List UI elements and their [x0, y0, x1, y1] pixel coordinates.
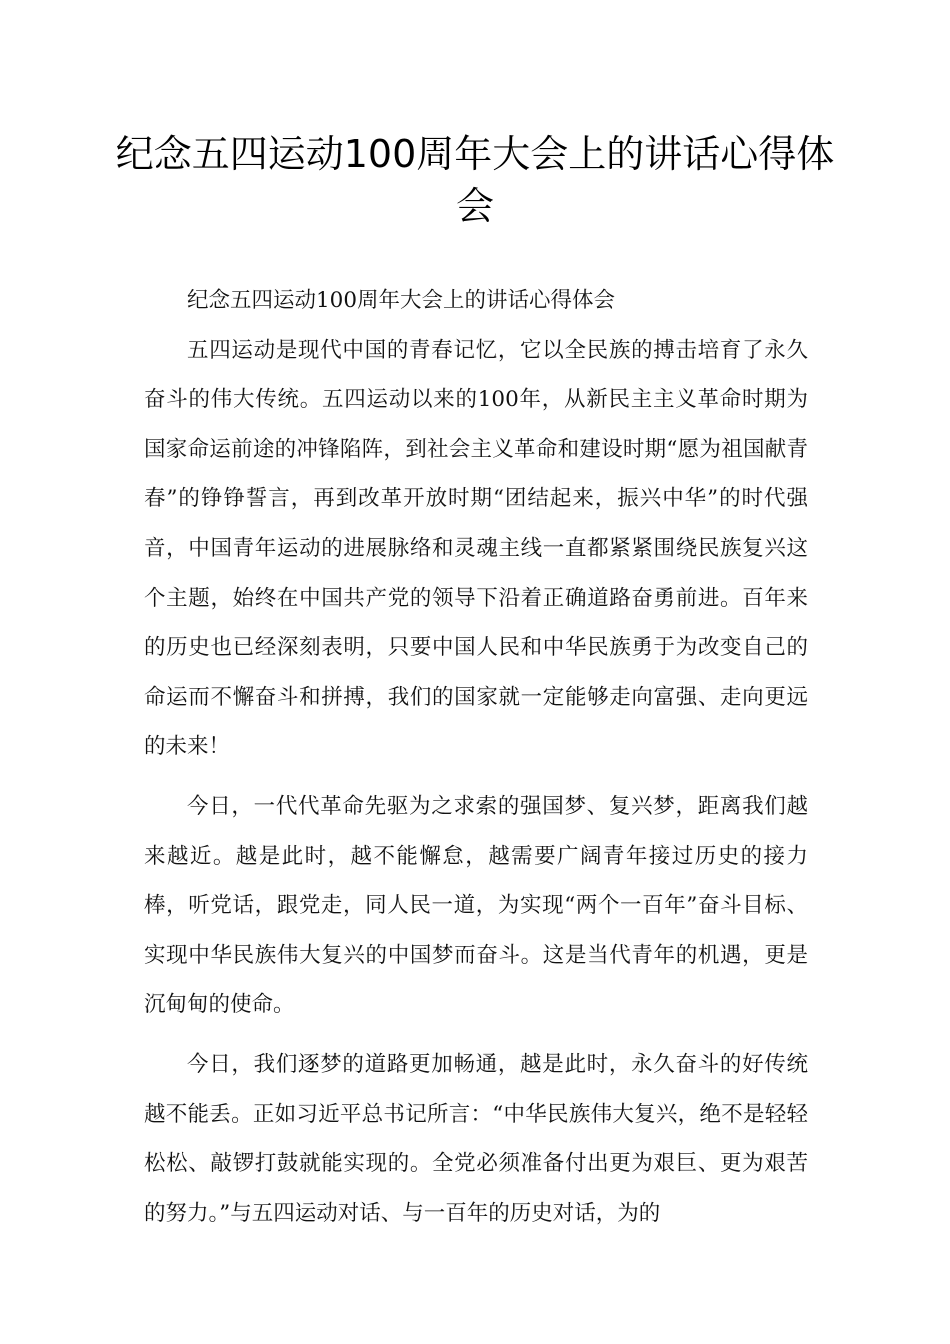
paragraph-3: 今日，我们逐梦的道路更加畅通，越是此时，永久奋斗的好传统越不能丢。正如习近平总书记所言：“中华民族伟大复兴，绝不是轻轻松松、敲锣打鼓就能实现的。全党必须准备付出更为艰巨、更为艰苦的努力。”与五四运动对话、与一百年的历史对话，为的 — [144, 1051, 808, 1226]
paragraph-subtitle: 纪念五四运动100周年大会上的讲话心得体会 — [187, 288, 616, 313]
document-body — [144, 276, 808, 1238]
paragraph-2: 今日，一代代革命先驱为之求索的强国梦、复兴梦，距离我们越来越近。越是此时，越不能懈怠，越需要广阔青年接过历史的接力棒，听党话，跟党走，同人民一道，为实现“两个一百年”奋斗目标、实现中华民族伟大复兴的中国梦而奋斗。这是当代青年的机遇，更是沉甸甸的使命。 — [144, 793, 808, 1018]
document-title: 纪念五四运动100周年大会上的讲话心得体会 — [115, 132, 835, 228]
paragraph-1: 五四运动是现代中国的青春记忆，它以全民族的搏击培育了永久奋斗的伟大传统。五四运动以来的100年，从新民主主义革命时期为国家命运前途的冲锋陷阵，到社会主义革命和建设时期“愿为祖国献青春”的铮铮誓言，再到改革开放时期“团结起来，振兴中华”的时代强音，中国青年运动的进展脉络和灵魂主线一直都紧紧围绕民族复兴这个主题，始终在中国共产党的领导下沿着正确道路奋勇前进。百年来的历史也已经深刻表明，只要中国人民和中华民族勇于为改变自己的命运而不懈奋斗和拼搏，我们的国家就一定能够走向富强、走向更远的未来！ — [144, 337, 808, 760]
